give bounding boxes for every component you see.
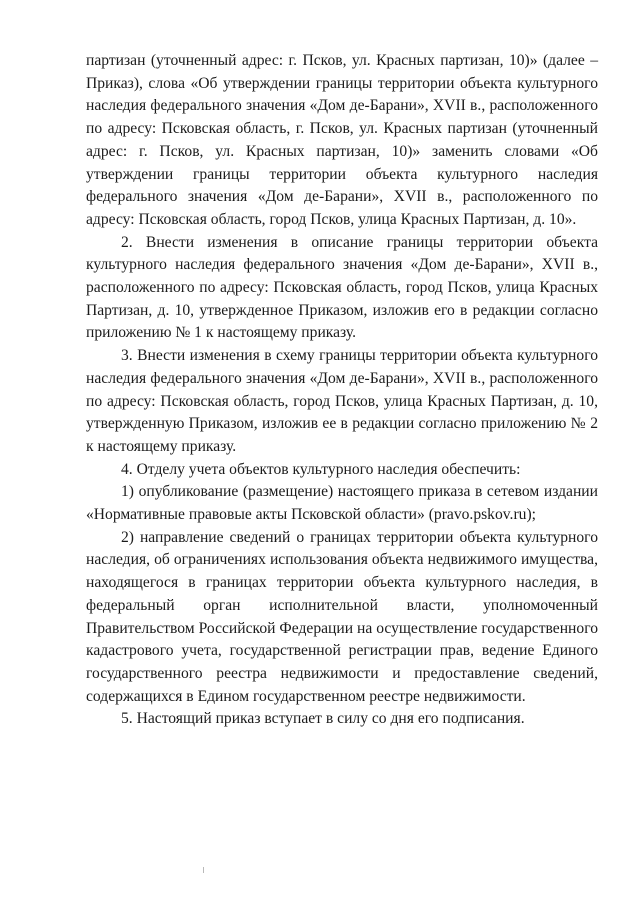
paragraph-item-4: 4. Отделу учета объектов культурного наследия обеспечить:: [121, 460, 521, 478]
paragraph-item-5: 5. Настоящий приказ вступает в силу со дня его подписания.: [121, 710, 525, 728]
paragraph-continuation: партизан (уточненный адрес: г. Псков, ул. Красных партизан, 10)» (далее – Приказ), слова «Об утверждении границы территории объекта культурного наследия федерального значения «Дом де-Барани», XVII в., расположенного по адресу: Псковская область, г. Псков, ул. Красных партизан (уточненный адрес: г. Псков, ул. Красных партизан, 10)» заменить словами «Об утверждении границы территории объекта культурного наследия федерального значения «Дом де-Барани», XVII в., расположенного по адресу: Псковская область, город Псков, улица Красных Партизан, д. 10».: [86, 52, 598, 228]
scan-mark: [203, 867, 204, 873]
paragraph-item-3: 3. Внести изменения в схему границы территории объекта культурного наследия федерального значения «Дом де-Барани», XVII в., расположенного по адресу: Псковская область, город Псков, улица Красных Партизан, д. 10, утвержденную Приказом, изложив ее в редакции согласно приложению № 2 к настоящему приказу.: [86, 347, 598, 455]
paragraph-subitem-2: 2) направление сведений о границах территории объекта культурного наследия, об ограничениях использования объекта недвижимого имущества, находящегося в границах территории объекта культурного наследия, в федеральный орган исполнительной власти, уполномоченный Правительством Российской Федерации на осуществление государственного кадастрового учета, государственной регистрации прав, ведение Единого государственного реестра недвижимости и предоставление сведений, содержащихся в Едином государственном реестре недвижимости.: [86, 528, 598, 705]
paragraph-subitem-1: 1) опубликование (размещение) настоящего приказа в сетевом издании «Нормативные правовые акты Псковской области» (pravo.pskov.ru);: [86, 483, 598, 524]
document-body: [86, 50, 598, 731]
paragraph-item-2: 2. Внести изменения в описание границы территории объекта культурного наследия федерального значения «Дом де-Барани», XVII в., расположенного по адресу: Псковская область, город Псков, улица Красных Партизан, д. 10, утвержденное Приказом, изложив его в редакции согласно приложению № 1 к настоящему приказу.: [86, 233, 598, 342]
